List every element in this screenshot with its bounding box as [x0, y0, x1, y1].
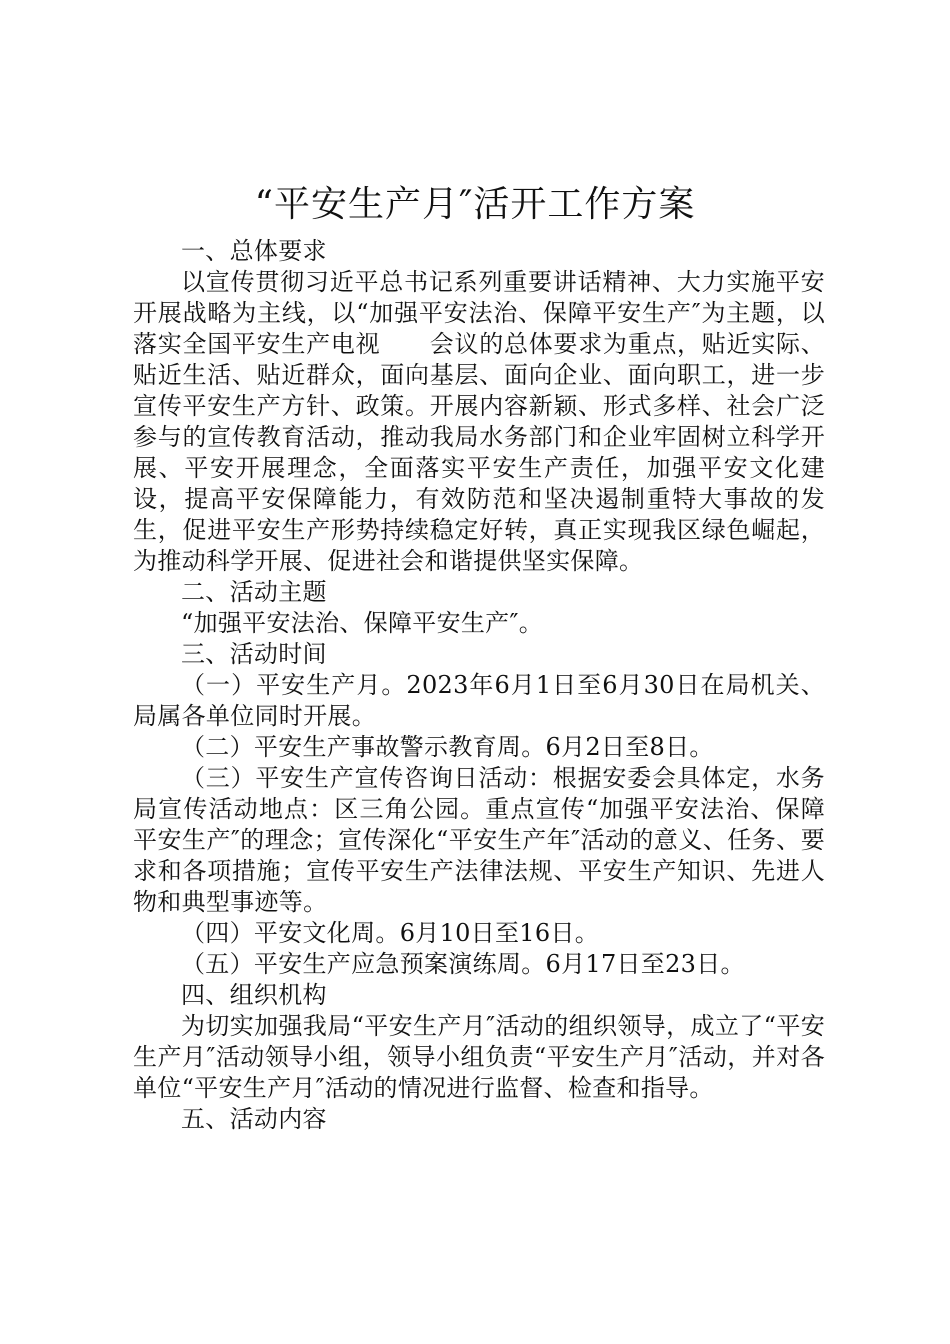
paragraph-time-item-3: （三）平安生产宣传咨询日活动：根据安委会具体定，水务局宣传活动地点：区三角公园。重点宣传“加强平安法治、保障平安生产″的理念；宣传深化“平安生产年″活动的意义、任务、要求和各项措施；宣传平安生产法律法规、平安生产知识、先进人物和典型事迹等。 [133, 764, 825, 916]
paragraph-time-item-5: （五）平安生产应急预案演练周。6月17日至23日。 [181, 950, 745, 978]
document-title: “平安生产月″活开工作方案 [254, 184, 696, 225]
paragraph-organization: 为切实加强我局“平安生产月″活动的组织领导，成立了“平安生产月″活动领导小组，领导小组负责“平安生产月″活动，并对各单位“平安生产月″活动的情况进行监督、检查和指导。 [133, 1012, 825, 1102]
section-heading-organization: 四、组织机构 [181, 981, 327, 1009]
section-heading-general-requirements: 一、总体要求 [181, 237, 327, 265]
paragraph-general-requirements: 以宣传贯彻习近平总书记系列重要讲话精神、大力实施平安开展战略为主线，以“加强平安法治、保障平安生产″为主题，以落实全国平安生产电视 会议的总体要求为重点，贴近实际、贴近生活、贴近群众，面向基层、面向企业、面向职工，进一步宣传平安生产方针、政策。开展内容新颖、形式多样、社会广泛参与的宣传教育活动，推动我局水务部门和企业牢固树立科学开展、平安开展理念，全面落实平安生产责任，加强平安文化建设，提高平安保障能力，有效防范和坚决遏制重特大事故的发生，促进平安生产形势持续稳定好转，真正实现我区绿色崛起，为推动科学开展、促进社会和谐提供坚实保障。 [133, 268, 825, 575]
section-heading-activity-time: 三、活动时间 [181, 640, 327, 668]
paragraph-time-item-4: （四）平安文化周。6月10日至16日。 [181, 919, 600, 947]
paragraph-time-item-1: （一）平安生产月。2023年6月1日至6月30日在局机关、局属各单位同时开展。 [133, 671, 825, 730]
paragraph-time-item-2: （二）平安生产事故警示教育周。6月2日至8日。 [181, 733, 714, 761]
paragraph-activity-theme: “加强平安法治、保障平安生产″。 [181, 609, 544, 637]
document-body [133, 236, 825, 1135]
section-heading-activity-theme: 二、活动主题 [181, 578, 327, 606]
section-heading-activity-content: 五、活动内容 [181, 1105, 327, 1133]
